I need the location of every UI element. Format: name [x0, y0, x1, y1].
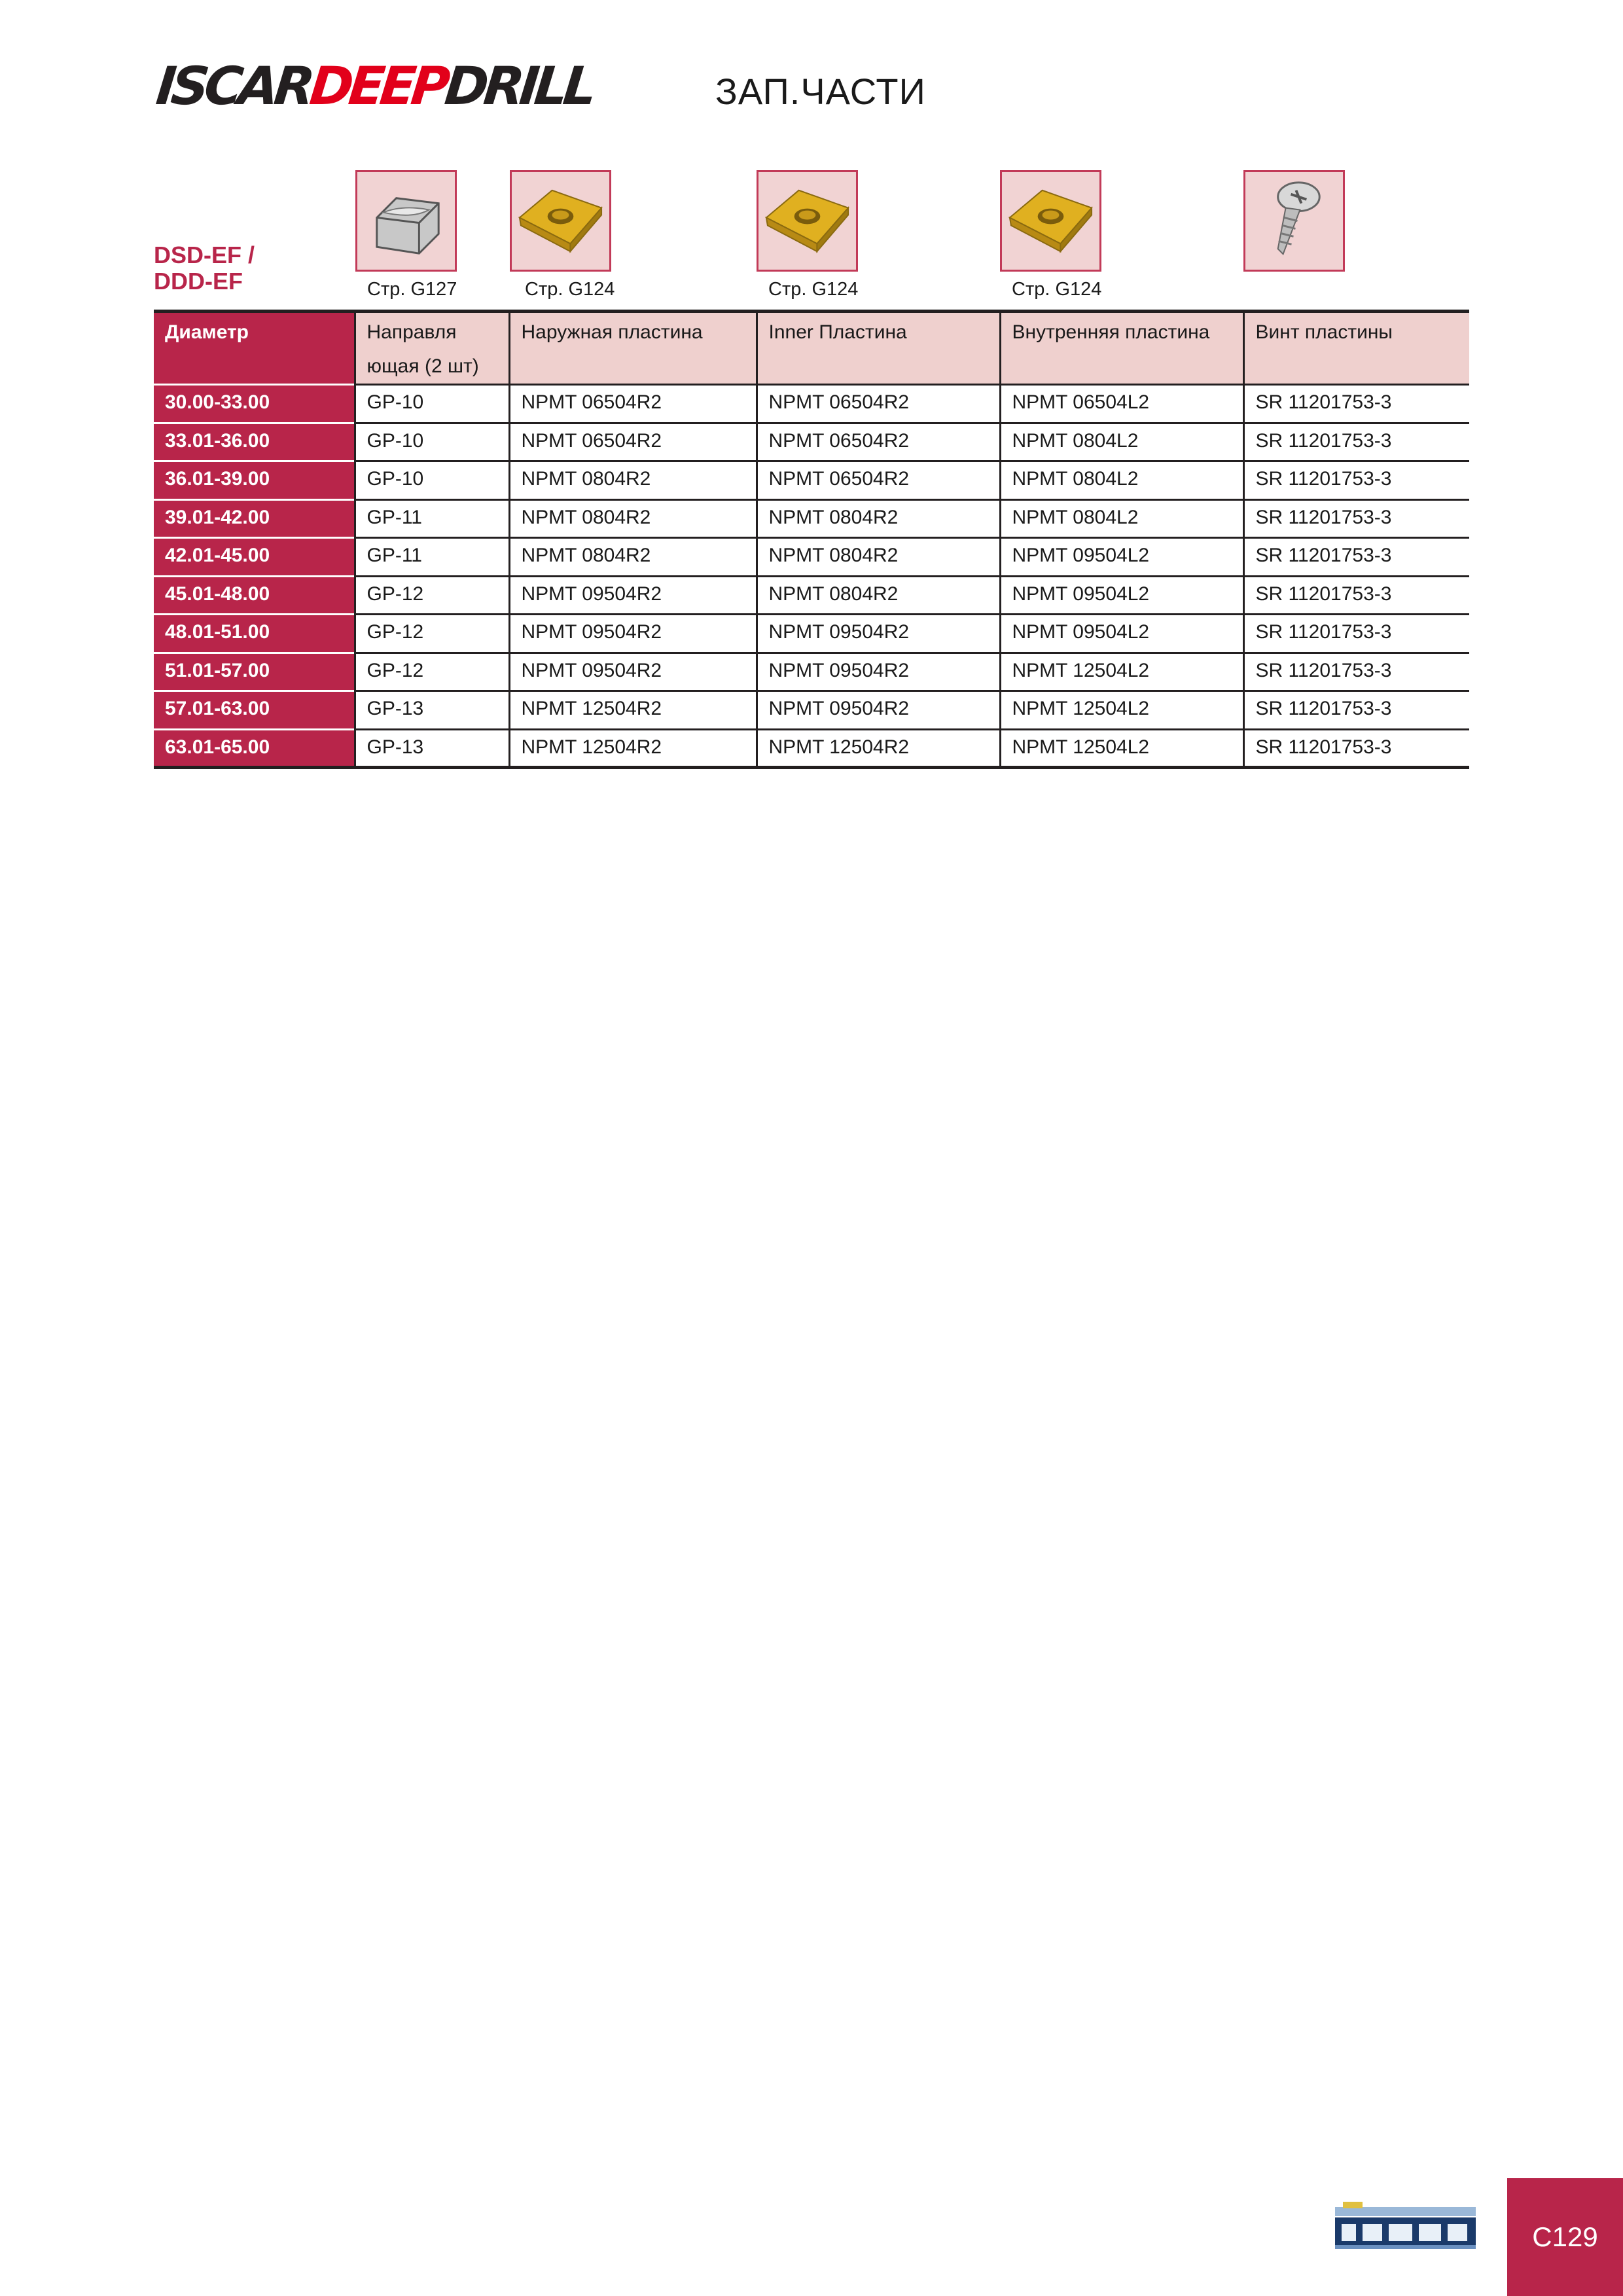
cell-diameter: 51.01-57.00: [154, 653, 355, 691]
cell-guide: GP-13: [355, 729, 509, 768]
cell-inner: NPMT 12504R2: [757, 729, 1000, 768]
spare-parts-table: [154, 310, 1469, 769]
cell-screw: SR 11201753-3: [1243, 615, 1469, 653]
cell-screw: SR 11201753-3: [1243, 423, 1469, 461]
cell-internal: NPMT 09504L2: [1000, 538, 1243, 577]
cell-outer: NPMT 09504R2: [509, 576, 757, 615]
cell-screw: SR 11201753-3: [1243, 499, 1469, 538]
cell-guide: GP-10: [355, 423, 509, 461]
model-label-line1: DSD-EF /: [154, 242, 255, 268]
cell-guide: GP-11: [355, 538, 509, 577]
header-guide-pad: Направля ющая (2 шт): [355, 312, 509, 385]
cell-diameter: 45.01-48.00: [154, 576, 355, 615]
cell-internal: NPMT 09504L2: [1000, 576, 1243, 615]
cell-internal: NPMT 0804L2: [1000, 423, 1243, 461]
cell-diameter: 36.01-39.00: [154, 461, 355, 500]
iscar-deepdrill-logo: ISCARDEEPDRILL: [153, 56, 596, 117]
guide-pad-icon: [355, 170, 457, 272]
cell-diameter: 63.01-65.00: [154, 729, 355, 768]
cell-outer: NPMT 0804R2: [509, 499, 757, 538]
table-row: [154, 729, 1469, 768]
cell-inner: NPMT 0804R2: [757, 499, 1000, 538]
table-row: [154, 653, 1469, 691]
cell-diameter: 48.01-51.00: [154, 615, 355, 653]
header-internal-insert: Внутренняя пластина: [1000, 312, 1243, 385]
cell-outer: NPMT 06504R2: [509, 385, 757, 423]
page-ref-outer: Стр. G124: [525, 279, 615, 300]
page-ref-internal: Стр. G124: [1012, 279, 1102, 300]
page-ref-inner: Стр. G124: [768, 279, 859, 300]
cell-inner: NPMT 09504R2: [757, 615, 1000, 653]
cell-internal: NPMT 09504L2: [1000, 615, 1243, 653]
cell-guide: GP-12: [355, 653, 509, 691]
cell-guide: GP-12: [355, 576, 509, 615]
cell-screw: SR 11201753-3: [1243, 385, 1469, 423]
cell-internal: NPMT 0804L2: [1000, 461, 1243, 500]
cell-internal: NPMT 0804L2: [1000, 499, 1243, 538]
table-row: [154, 385, 1469, 423]
cell-outer: NPMT 06504R2: [509, 423, 757, 461]
insert-screw-icon: [1243, 170, 1345, 272]
table-row: [154, 615, 1469, 653]
internal-insert-icon: [1000, 170, 1101, 272]
table-row: [154, 423, 1469, 461]
page-number: C129: [1507, 2178, 1623, 2296]
cell-internal: NPMT 12504L2: [1000, 691, 1243, 730]
cell-inner: NPMT 09504R2: [757, 653, 1000, 691]
cell-inner: NPMT 06504R2: [757, 385, 1000, 423]
header-outer-insert: Наружная пластина: [509, 312, 757, 385]
cell-diameter: 30.00-33.00: [154, 385, 355, 423]
cell-diameter: 57.01-63.00: [154, 691, 355, 730]
iscar-logo-icon: [1335, 2198, 1476, 2250]
cell-diameter: 42.01-45.00: [154, 538, 355, 577]
model-label-line2: DDD-EF: [154, 268, 243, 295]
cell-screw: SR 11201753-3: [1243, 729, 1469, 768]
cell-outer: NPMT 12504R2: [509, 729, 757, 768]
cell-guide: GP-11: [355, 499, 509, 538]
header-diameter: Диаметр: [154, 312, 355, 385]
table-row: [154, 461, 1469, 500]
table-row: [154, 538, 1469, 577]
cell-screw: SR 11201753-3: [1243, 461, 1469, 500]
header-insert-screw: Винт пластины: [1243, 312, 1469, 385]
cell-screw: SR 11201753-3: [1243, 576, 1469, 615]
cell-screw: SR 11201753-3: [1243, 653, 1469, 691]
cell-inner: NPMT 0804R2: [757, 576, 1000, 615]
cell-diameter: 39.01-42.00: [154, 499, 355, 538]
inner-insert-icon: [757, 170, 858, 272]
cell-screw: SR 11201753-3: [1243, 691, 1469, 730]
table-header-row: [154, 312, 1469, 385]
table-row: [154, 691, 1469, 730]
table-row: [154, 576, 1469, 615]
header-inner-insert: Inner Пластина: [757, 312, 1000, 385]
cell-guide: GP-12: [355, 615, 509, 653]
outer-insert-icon: [510, 170, 611, 272]
cell-internal: NPMT 12504L2: [1000, 729, 1243, 768]
cell-inner: NPMT 0804R2: [757, 538, 1000, 577]
cell-guide: GP-10: [355, 385, 509, 423]
cell-outer: NPMT 12504R2: [509, 691, 757, 730]
cell-guide: GP-10: [355, 461, 509, 500]
cell-outer: NPMT 0804R2: [509, 538, 757, 577]
cell-outer: NPMT 09504R2: [509, 653, 757, 691]
cell-guide: GP-13: [355, 691, 509, 730]
model-label: [154, 242, 350, 295]
cell-inner: NPMT 09504R2: [757, 691, 1000, 730]
cell-screw: SR 11201753-3: [1243, 538, 1469, 577]
section-title: ЗАП.ЧАСТИ: [715, 71, 926, 112]
cell-internal: NPMT 12504L2: [1000, 653, 1243, 691]
page-ref-guide: Стр. G127: [367, 279, 457, 300]
cell-outer: NPMT 0804R2: [509, 461, 757, 500]
cell-diameter: 33.01-36.00: [154, 423, 355, 461]
cell-outer: NPMT 09504R2: [509, 615, 757, 653]
table-row: [154, 499, 1469, 538]
cell-inner: NPMT 06504R2: [757, 461, 1000, 500]
cell-internal: NPMT 06504L2: [1000, 385, 1243, 423]
cell-inner: NPMT 06504R2: [757, 423, 1000, 461]
